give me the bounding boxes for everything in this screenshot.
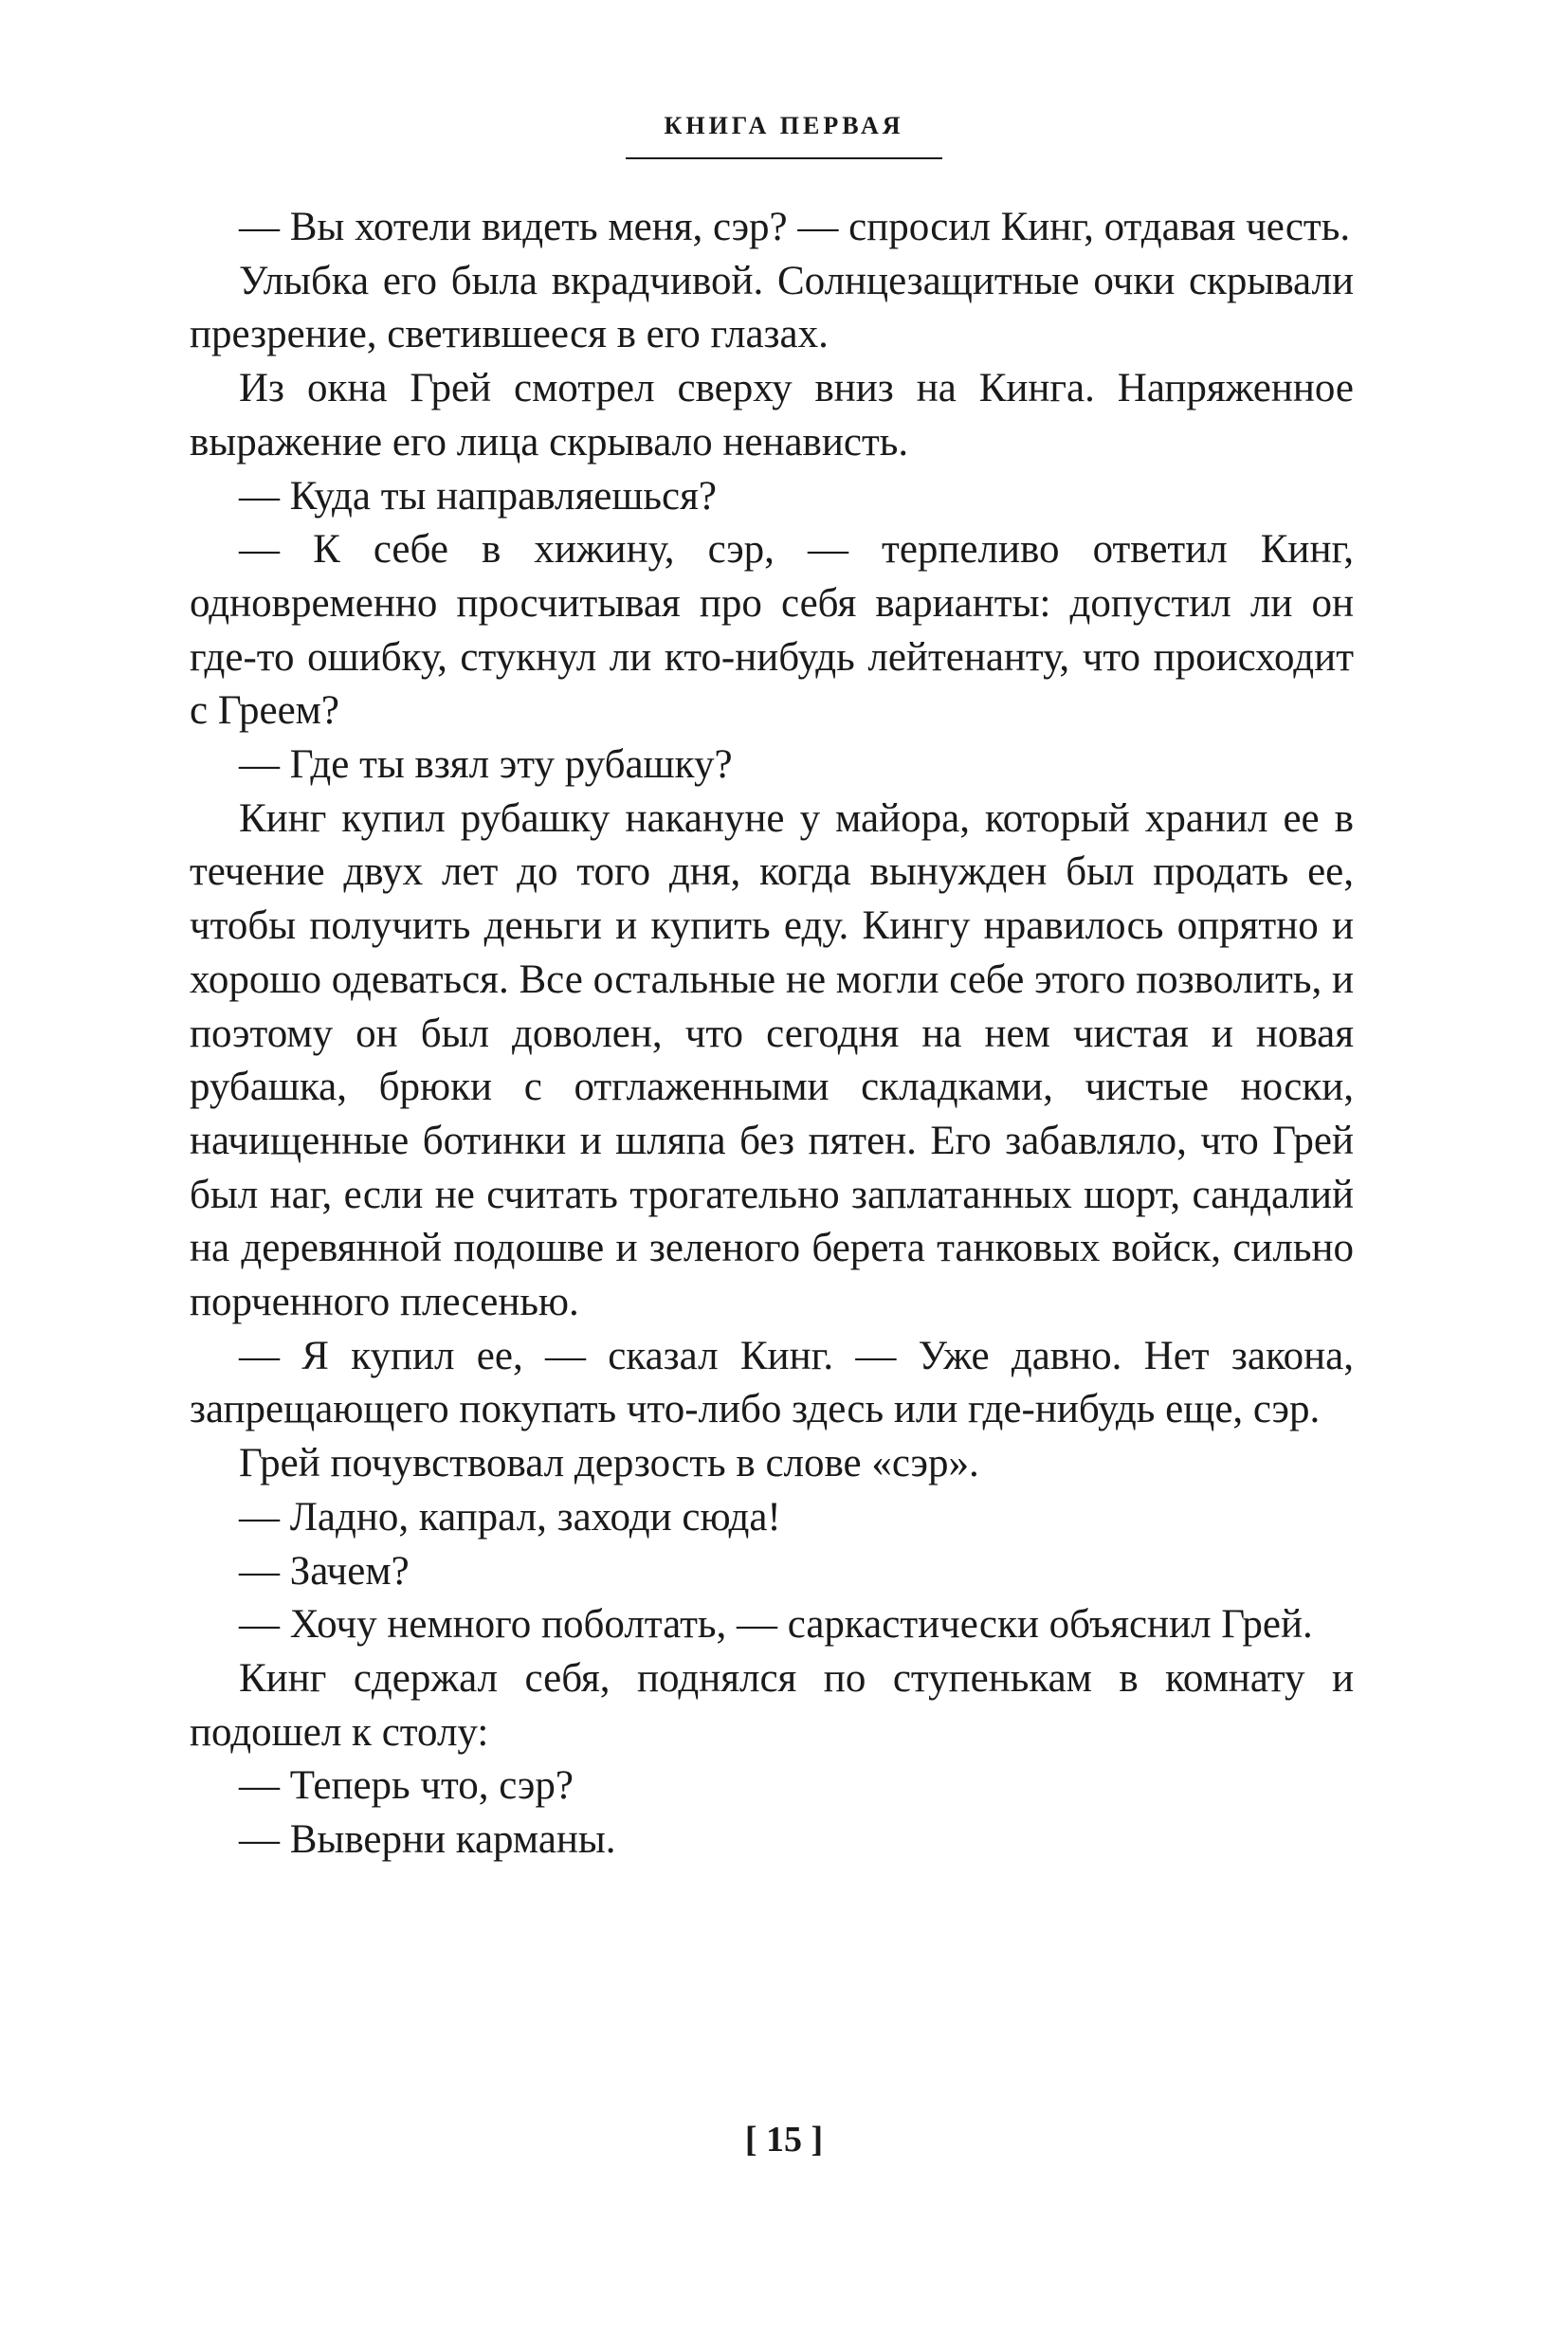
paragraph: Кинг купил рубашку накануне у майора, который хранил ее в течение двух лет до того дня, когда вынужден был продать ее, чтобы получить деньги и купить еду. Кингу нравилось опрятно и хорошо одеваться. Все остальные не могли себе этого позволить, и поэтому он был доволен, что сегодня на нем чистая и новая рубашка, брюки с отглаженными складками, чистые носки, начищенные ботинки и шляпа без пятен. Его забавляло, что Грей был наг, если не считать трогательно заплатанных шорт, сандалий на деревянной подошве и зеленого берета танковых войск, сильно порченного плесенью. [190, 795, 1354, 1325]
paragraph: Улыбка его была вкрадчивой. Солнцезащитные очки скрывали презрение, светившееся в его глазах. [190, 258, 1354, 357]
paragraph: — К себе в хижину, сэр, — терпеливо ответил Кинг, одновременно просчитывая про себя варианты: допустил ли он где-то ошибку, стукнул ли кто-нибудь лейтенанту, что происходит с Греем? [190, 527, 1354, 734]
paragraph: — Ладно, капрал, заходи сюда! [239, 1494, 781, 1540]
paragraph: Грей почувствовал дерзость в слове «сэр». [239, 1441, 979, 1486]
paragraph: — Выверни карманы. [239, 1817, 616, 1863]
paragraph: — Куда ты направляешься? [239, 473, 717, 519]
paragraph: — Я купил ее, — сказал Кинг. — Уже давно. Нет закона, запрещающего покупать что-либо здесь или где-нибудь еще, сэр. [190, 1333, 1354, 1432]
body-text [190, 201, 1354, 1868]
paragraph: — Вы хотели видеть меня, сэр? — спросил Кинг, отдавая честь. [239, 205, 1351, 249]
paragraph: — Где ты взял эту рубашку? [239, 742, 733, 788]
paragraph: — Хочу немного поболтать, — саркастически объяснил Грей. [239, 1602, 1313, 1648]
page-number: [ 15 ] [744, 2120, 824, 2160]
running-head: КНИГА ПЕРВАЯ [664, 112, 904, 139]
paragraph: Кинг сдержал себя, поднялся по ступенькам в комнату и подошел к столу: [190, 1655, 1354, 1755]
paragraph: — Зачем? [239, 1548, 410, 1594]
running-head-rule [626, 157, 942, 159]
paragraph: Из окна Грей смотрел сверху вниз на Кинга. Напряженное выражение его лица скрывало ненависть. [190, 366, 1354, 465]
paragraph: — Теперь что, сэр? [239, 1763, 574, 1809]
